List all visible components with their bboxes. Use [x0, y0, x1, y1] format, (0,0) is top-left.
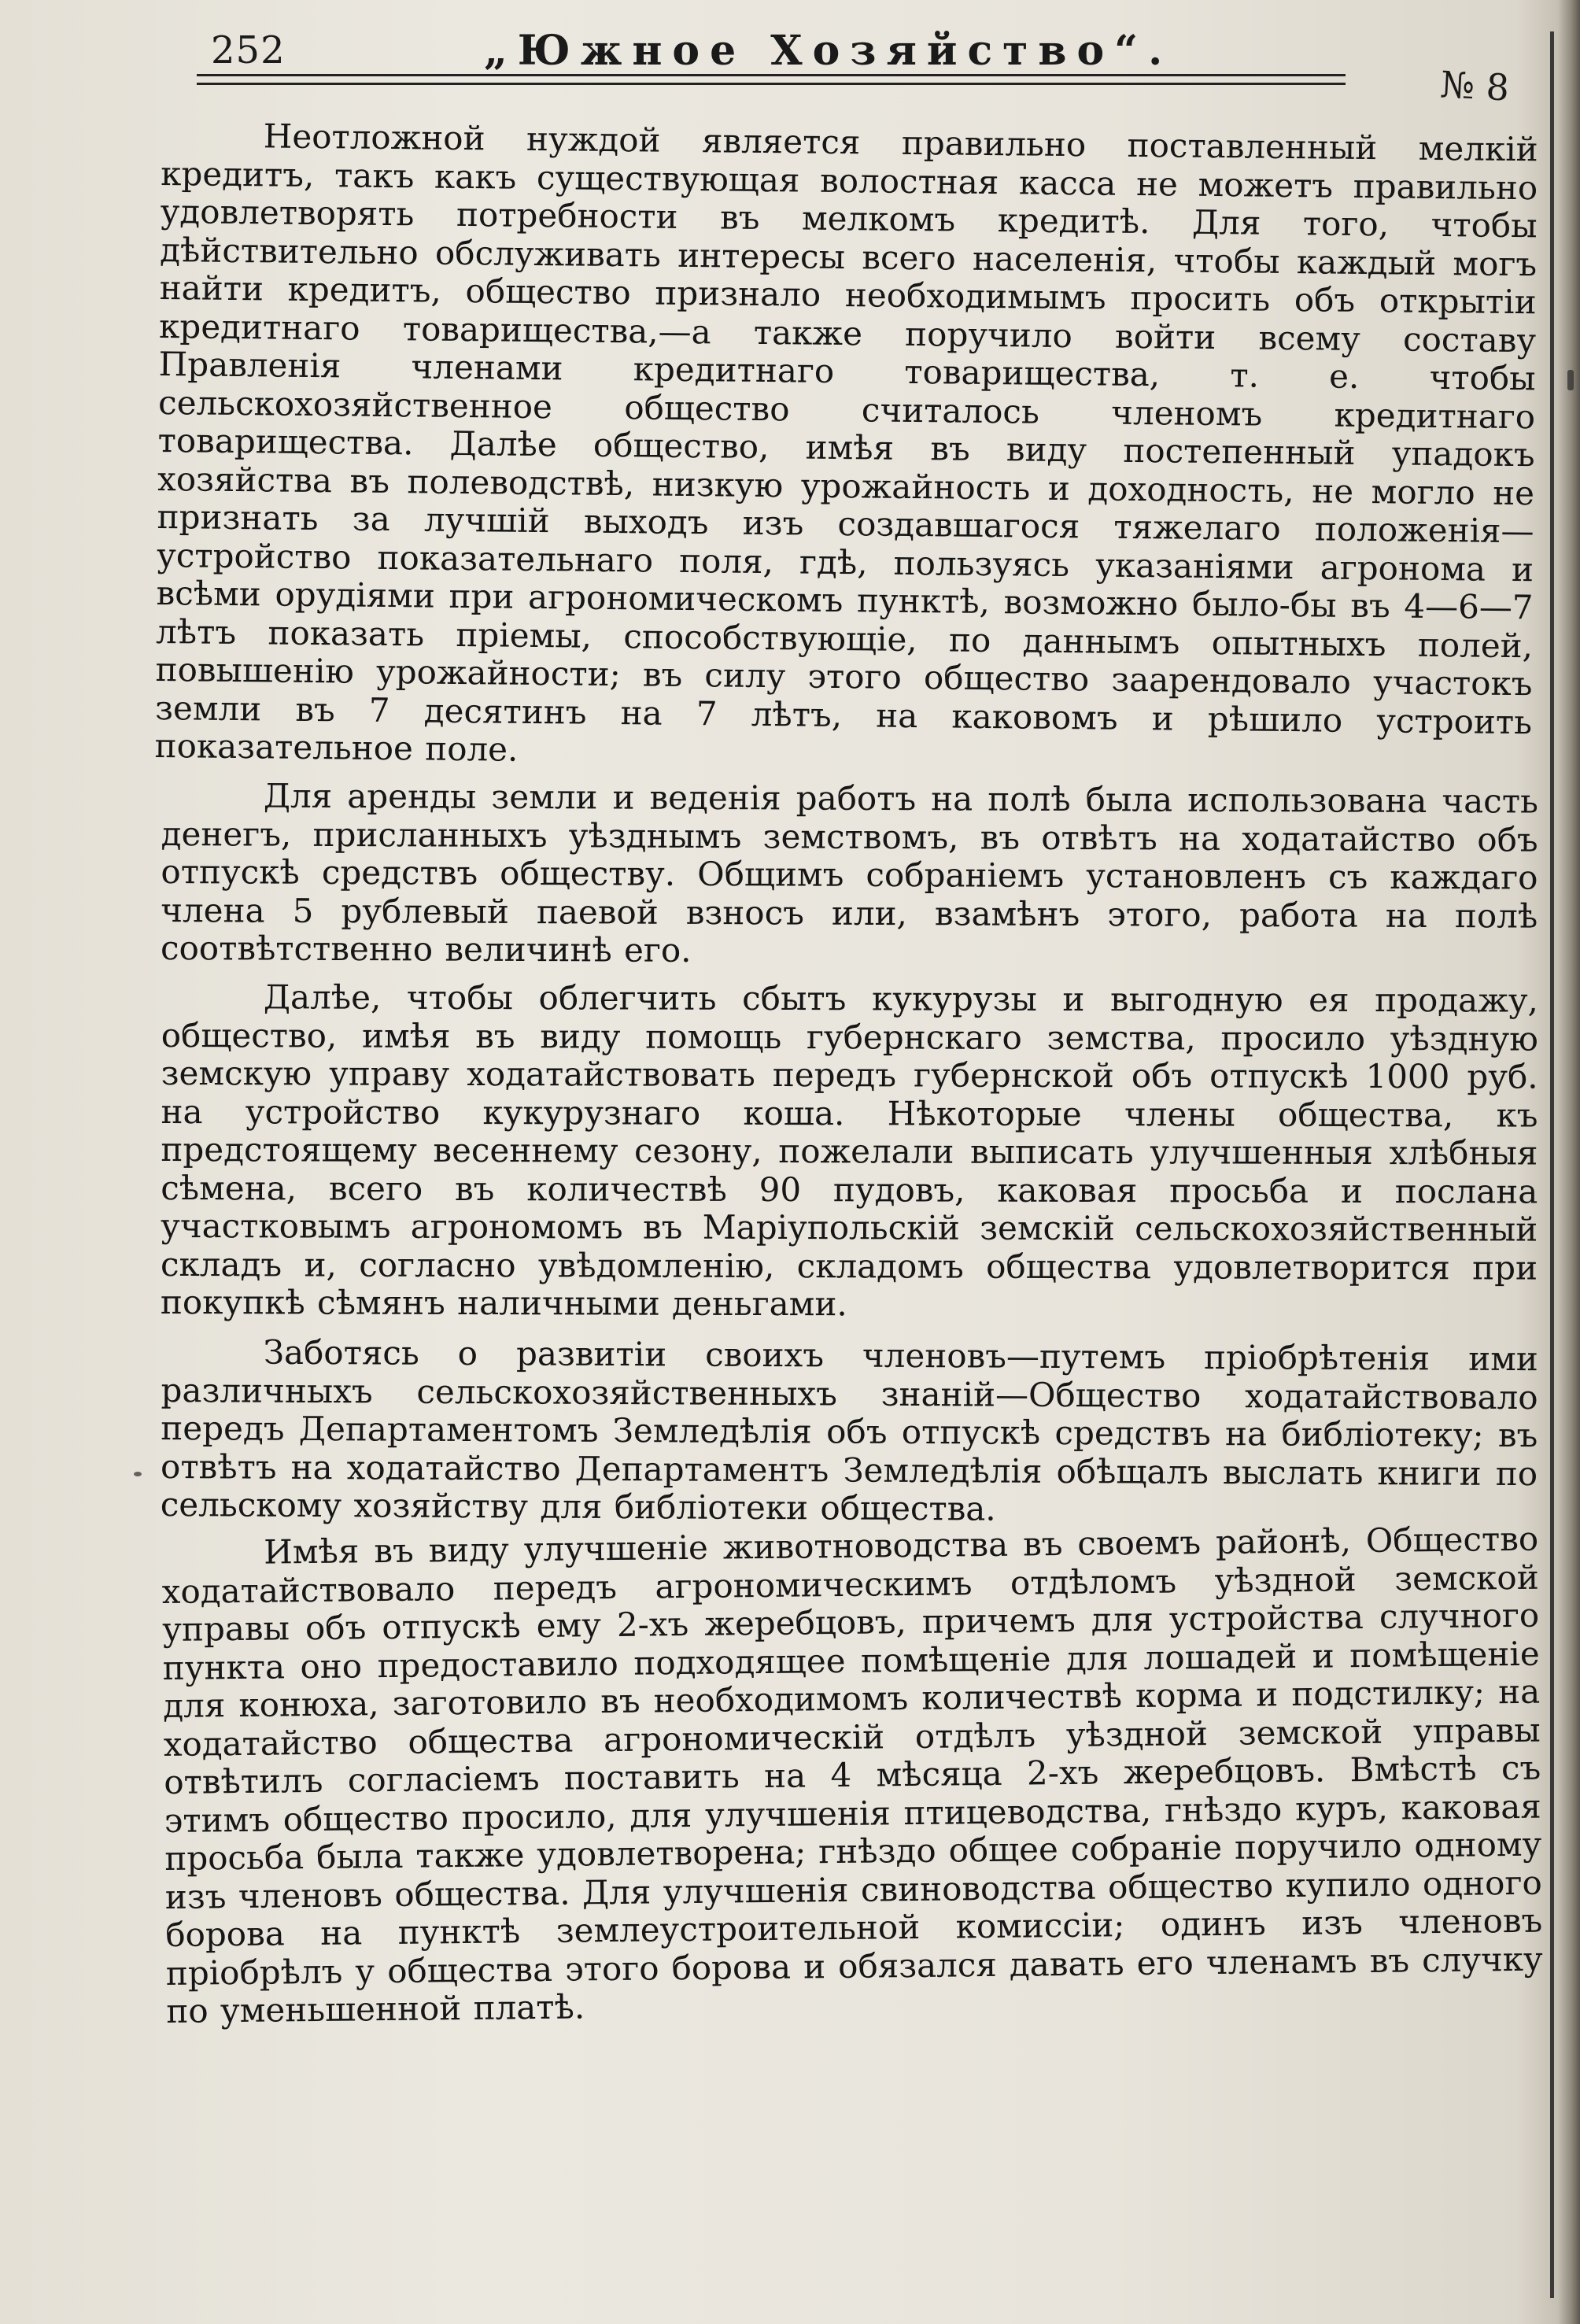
article-body	[154, 116, 1543, 2042]
paragraph-livestock: Имѣя въ виду улучшеніе животноводства въ своемъ районѣ, Общество ходатайствовало передъ агрономическимъ отдѣломъ уѣздной земской управы объ отпускѣ ему 2-хъ жеребцовъ, причемъ для устройства случного пункта оно предоставило подходящее помѣщеніе для лошадей и помѣщеніе для конюха, заготовило въ необходимомъ количествѣ корма и подстилку; на ходатайство общества агрономическій отдѣлъ уѣздной земской управы отвѣтилъ согласіемъ поставить на 4 мѣсяца 2-хъ жеребцовъ. Вмѣстѣ съ этимъ общество просило, для улучшенія птицеводства, гнѣздо куръ, каковая просьба была также удовлетворена; гнѣздо общее собраніе поручило одному изъ членовъ общества. Для улучшенія свиноводства общество купило одного борова на пунктѣ землеустроительной комиссіи; одинъ изъ членовъ пріобрѣлъ у общества этого борова и обязался давать его членамъ въ случку по уменьшенной платѣ.	[161, 1519, 1543, 2030]
header-rule	[197, 74, 1346, 85]
print-speck	[134, 1472, 142, 1476]
issue-number: № 8	[1439, 63, 1511, 109]
paragraph-credit: Неотложной нуждой является правильно поставленный мелкій кредитъ, такъ какъ существующая волостная касса не можетъ правильно удовлетворять потребности въ мелкомъ кредитѣ. Для того, чтобы дѣйствительно обслуживать интересы всего населенія, чтобы каждый могъ найти кредитъ, общество признало необходимымъ просить объ открытіи кредитнаго товарищества,—а также поручило войти всему составу Правленія членами кредитнаго товарищества, т. е. чтобы сельскохозяйственное общество считалось членомъ кредитнаго товарищества. Далѣе общество, имѣя въ виду постепенный упадокъ хозяйства въ полеводствѣ, низкую урожайность и доходность, не могло не признать за лучшій выходъ изъ создавшагося тяжелаго положенія—устройство показательнаго поля, гдѣ, пользуясь указаніями агронома и всѣми орудіями при агрономическомъ пунктѣ, возможно было-бы въ 4—6—7 лѣтъ показать пріемы, способствующіе, по даннымъ опытныхъ полей, повышенію урожайности; въ силу этого общество заарендовало участокъ земли въ 7 десятинъ на 7 лѣтъ, на каковомъ и рѣшило устроить показательное поле.	[154, 116, 1538, 769]
print-speck	[1567, 370, 1574, 390]
binding-rule	[1550, 31, 1554, 2298]
page-header	[0, 22, 1580, 109]
journal-title: „Южное Хозяйство“.	[484, 27, 1173, 75]
page-number: 252	[211, 28, 286, 72]
paragraph-library: Заботясь о развитіи своихъ членовъ—путемъ пріобрѣтенія ими различныхъ сельскохозяйственныхъ знаній—Общество ходатайствовало передъ Департаментомъ Земледѣлія объ отпускѣ средствъ на библіотеку; въ отвѣтъ на ходатайство Департаментъ Земледѣлія обѣщалъ выслать книги по сельскому хозяйству для библіотеки общества.	[160, 1332, 1538, 1528]
page-edge-shadow	[1558, 0, 1580, 2324]
paragraph-land-lease: Для аренды земли и веденія работъ на полѣ была использована часть денегъ, присланныхъ уѣзднымъ земствомъ, въ отвѣтъ на ходатайство объ отпускѣ средствъ обществу. Общимъ собраніемъ установленъ съ каждаго члена 5 рублевый паевой взносъ или, взамѣнъ этого, работа на полѣ соотвѣтственно величинѣ его.	[160, 776, 1538, 970]
paragraph-corn-sales: Далѣе, чтобы облегчить сбытъ кукурузы и выгодную ея продажу, общество, имѣя въ виду помощь губернскаго земства, просило уѣздную земскую управу ходатайствовать передъ губернской объ отпускѣ 1000 руб. на устройство кукурузнаго коша. Нѣкоторые члены общества, къ предстоящему весеннему сезону, пожелали выписать улучшенныя хлѣбныя сѣмена, всего въ количествѣ 90 пудовъ, каковая просьба и послана участковымъ агрономомъ въ Маріупольскій земскій сельскохозяйственный складъ и, согласно увѣдомленію, складомъ общества удовлетворится при покупкѣ сѣмянъ наличными деньгами.	[160, 977, 1538, 1324]
